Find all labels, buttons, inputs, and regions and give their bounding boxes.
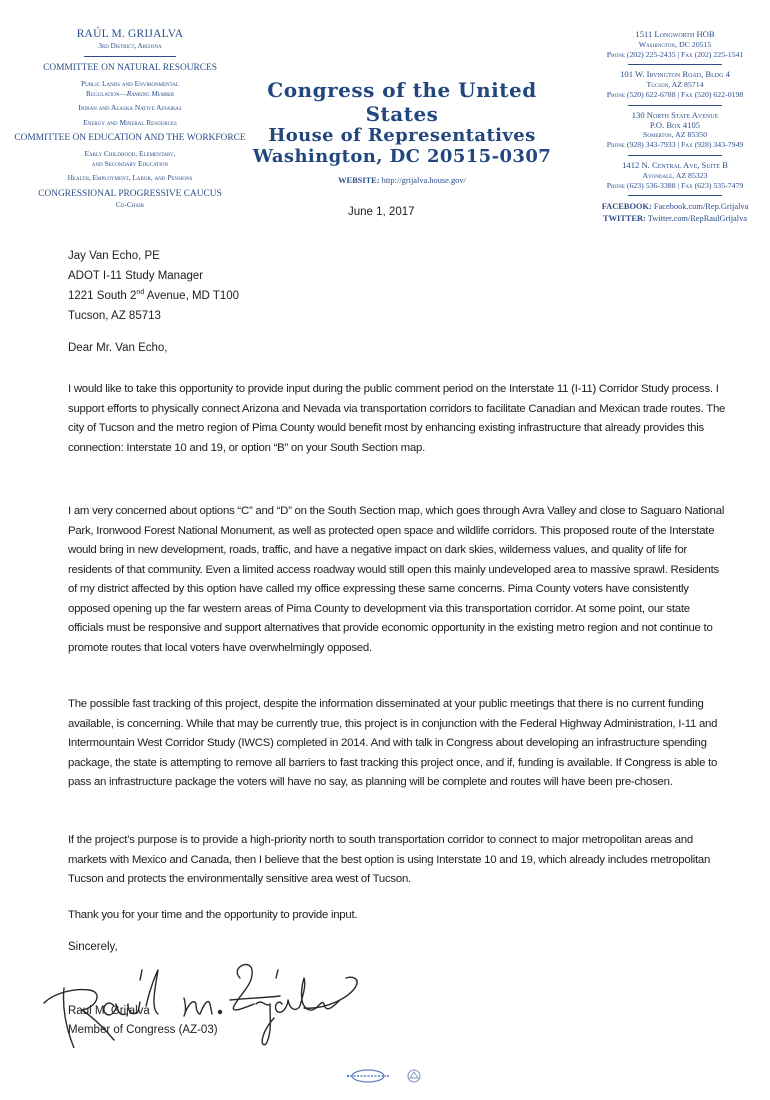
member-name: RAÚL M. GRIJALVA — [76, 28, 184, 40]
ranking-member-role: Ranking Member — [126, 88, 174, 98]
subcommittee-line — [10, 89, 250, 99]
address-superscript: nd — [136, 289, 145, 297]
twitter-link-row — [582, 213, 768, 225]
title-congress: Congress of the United States — [267, 78, 537, 126]
facebook-link[interactable]: Facebook.com/Rep.Grijalva — [653, 202, 749, 212]
recipient-address — [68, 286, 239, 306]
recipient-city: Tucson, AZ 85713 — [68, 310, 161, 322]
website — [232, 176, 572, 185]
subcommittee-energy-mineral: Energy and Mineral Resources — [83, 117, 177, 127]
body-paragraph-2: I am very concerned about options “C” and “D” on the South Section map, which goes through Avra Valley and close to Saguaro National Park, Ironwood Forest National Monument, as well as protected open space and wildlife corridors. This proposed route of the Interstate would bring in new development, roads, traffic, and have a negative impact on dark skies, wilderness values, and quality of life for residents of that community. Even a limited access roadway would still open this mainly undeveloped area to massive sprawl. Residents of my district affected by this option have called my office expressing these same concerns. Pima County voters have consistently opposed opening up the far western areas of Pima County to development via this transportation corridor. At some point, our state officials must be responsive and support alternatives that provide economic opportunity in the existing metro region and not continue to promote routes that local voters have overwhelmingly opposed. — [68, 505, 725, 654]
office-avondale — [582, 161, 768, 190]
office-phone-fax: Phone (928) 343-7933 | Fax (928) 343-7949 — [606, 140, 744, 150]
signer-name: Raul M. Grijalva — [68, 1005, 150, 1017]
subcommittee-line: Early Childhood, Elementary, — [84, 149, 176, 158]
office-line: Avondale, AZ 85323 — [642, 170, 708, 180]
recipient-name: Jay Van Echo, PE — [68, 250, 160, 262]
committee-natural-resources: COMMITTEE ON NATURAL RESOURCES — [43, 63, 217, 73]
body-paragraph-4: If the project’s purpose is to provide a high-priority north to south transportation corridor to connect to major metropolitan areas and markets with Mexico and Canada, then I believe that the best option is using Interstate 10 and 19, which already includes metropolitan Tucson and protects the environmentally sensitive area west of Tucson. — [68, 834, 711, 885]
website-link[interactable]: http://grijalva.house.gov/ — [381, 176, 466, 185]
website-label: WEBSITE: — [338, 176, 380, 185]
office-somerton — [582, 111, 768, 150]
divider — [628, 195, 722, 196]
subcommittee-line: and Secondary Education — [91, 158, 169, 168]
progressive-caucus: CONGRESSIONAL PROGRESSIVE CAUCUS — [38, 188, 222, 199]
office-line: P.O. Box 4105 — [649, 119, 701, 130]
body-paragraph-1: I would like to take this opportunity to provide input during the public comment period on the Interstate 11 (I-11) Corridor Study process. I support efforts to physically connect Arizona and Nevada via transportation corridors to facilitate Canadian and Mexican trade routes. The city of Tucson and the metro region of Pima County would benefit most by enhancing existing infrastructure that already provides this connection: Interstate 10 and 19, or option “B” on your South Section map. — [68, 383, 726, 454]
recycle-icon — [408, 1070, 420, 1082]
subcommittee-indian-alaska: Indian and Alaska Native Affairas — [78, 103, 182, 112]
subcommittee-text: Regulation— — [86, 88, 127, 98]
divider — [628, 155, 722, 156]
subcommittee-public-lands — [10, 79, 250, 98]
twitter-link[interactable]: Twitter.com/RepRaulGrijalva — [647, 213, 747, 223]
office-phone-fax: Phone (202) 225-2435 | Fax (202) 225-1541 — [606, 49, 744, 59]
letter-date: June 1, 2017 — [348, 206, 415, 218]
footer-marks — [344, 1066, 434, 1086]
office-line: 1511 Longworth HOB — [635, 29, 715, 39]
body-paragraph-3: The possible fast tracking of this project, despite the information disseminated at your public meetings that there is no current funding available, is concerning. While that may be currently true, this project is in conjunction with the Federal Highway Administration, I-11 and Intermountain West Corridor Study (IWCS) completed in 2014. And with talk in Congress about developing an infrastructure spending package, the state is attempting to remove all barriers to fast tracking this project once, and if, funding is available. If Congress is able to pass an infrastructure package the voters will have no say, as planning will be complete and routes will have been pre-chosen. — [68, 698, 718, 788]
member-district: 3rd District, Arizona — [98, 42, 162, 50]
address-text: Avenue, MD T100 — [144, 290, 240, 302]
office-line: Somerton, AZ 85350 — [643, 130, 707, 140]
union-label-icon — [347, 1070, 389, 1082]
subcommittee-health-employment: Health, Employment, Labor, and Pensions — [67, 173, 193, 182]
title-washington: Washington, DC 20515-0307 — [252, 146, 552, 167]
salutation: Dear Mr. Van Echo, — [68, 342, 168, 354]
office-line: Tucson, AZ 85714 — [646, 80, 704, 90]
facebook-link-row — [582, 201, 768, 213]
recipient-title: ADOT I-11 Study Manager — [68, 270, 204, 282]
signer-title: Member of Congress (AZ-03) — [68, 1024, 218, 1036]
committee-education-workforce: COMMITTEE ON EDUCATION AND THE WORKFORCE — [14, 133, 246, 143]
twitter-label: TWITTER: — [603, 213, 646, 223]
office-washington — [582, 30, 768, 59]
divider — [628, 105, 722, 106]
divider — [84, 56, 176, 57]
social-links — [582, 201, 768, 224]
office-line: Washington, DC 20515 — [638, 39, 712, 49]
letterhead-title-block — [232, 78, 572, 185]
subcommittee-early-childhood — [10, 149, 250, 168]
letterhead-right-column — [582, 30, 768, 224]
facebook-label: FACEBOOK: — [601, 202, 652, 212]
signer-block — [68, 1002, 218, 1040]
title-house: House of Representatives — [268, 125, 536, 146]
office-phone-fax: Phone (520) 622-6788 | Fax (520) 622-0198 — [606, 89, 744, 99]
body-paragraph-5: Thank you for your time and the opportunity to provide input. — [68, 909, 358, 921]
caucus-role: Co-Chair — [115, 199, 145, 209]
office-line: 1412 N. Central Ave, Suite B — [622, 159, 728, 170]
divider — [628, 64, 722, 65]
office-phone-fax: Phone (623) 536-3388 | Fax (623) 535-7479 — [606, 180, 744, 190]
subcommittee-line: Public Lands and Environmental — [80, 79, 179, 88]
office-line: 130 North State Avenue — [631, 109, 719, 120]
office-tucson — [582, 70, 768, 99]
address-text: 1221 South 2 — [68, 290, 137, 302]
office-line: 101 W. Irvington Road, Bldg 4 — [620, 69, 730, 80]
letterhead-left-column — [10, 28, 250, 209]
recipient-block — [68, 246, 239, 326]
closing: Sincerely, — [68, 941, 118, 953]
